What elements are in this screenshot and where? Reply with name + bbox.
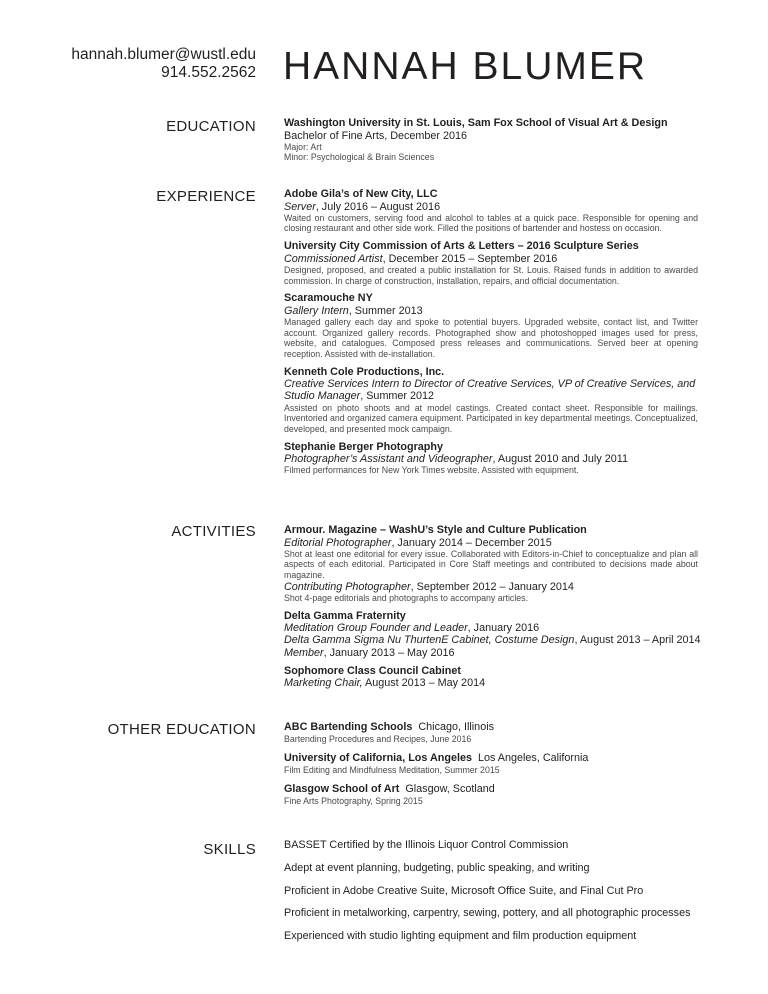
experience-org: Scaramouche NY <box>284 292 373 305</box>
activities-section <box>284 524 701 690</box>
role-title: Member <box>284 646 324 659</box>
experience-entry <box>284 366 698 435</box>
role-dates: , July 2016 – August 2016 <box>315 200 441 213</box>
contact-info <box>71 46 256 82</box>
activity-role <box>284 647 698 659</box>
email-address: hannah.blumer@wustl.edu <box>71 46 256 63</box>
experience-desc: Filmed performances for New York Times website. Assisted with equipment. <box>284 465 579 476</box>
experience-desc: Waited on customers, serving food and alcohol to tables at a quick pace. Responsible for opening and closing restaurant and other side work. Filled the positions of bartender and hostess on occasion. <box>284 212 698 234</box>
institution <box>284 752 698 765</box>
role-dates: , January 2016 <box>467 622 540 635</box>
institution-name: University of California, Los Angeles <box>284 752 472 765</box>
institution-name: ABC Bartending Schools <box>284 721 413 733</box>
activity-entry <box>284 609 701 659</box>
experience-role <box>284 378 698 402</box>
activity-role <box>284 677 698 689</box>
activity-role <box>284 622 698 634</box>
activity-role <box>284 581 698 593</box>
experience-org: Adobe Gila’s of New City, LLC <box>284 188 438 200</box>
institution-location: Glasgow, Scotland <box>399 783 495 796</box>
other-education-entry <box>284 783 698 806</box>
education-major: Major: Art <box>284 141 322 152</box>
education-school: Washington University in St. Louis, Sam Fox School of Visual Art & Design <box>284 117 668 129</box>
role-title: Contributing Photographer <box>284 580 411 593</box>
institution-location: Chicago, Illinois <box>412 721 494 733</box>
activity-role <box>284 634 701 647</box>
resume-name: HANNAH BLUMER <box>283 45 648 88</box>
activity-org: Delta Gamma Fraternity <box>284 609 406 622</box>
experience-org: Stephanie Berger Photography <box>284 440 443 453</box>
role-title: Marketing Chair, <box>284 677 363 690</box>
institution-desc: Film Editing and Mindfulness Meditation, Summer 2015 <box>284 764 500 775</box>
institution-desc: Bartending Procedures and Recipes, June 2016 <box>284 733 472 744</box>
experience-entry <box>284 240 698 286</box>
institution-location: Los Angeles, California <box>472 752 589 765</box>
education-degree: Bachelor of Fine Arts, December 2016 <box>284 129 468 142</box>
experience-entry <box>284 188 698 234</box>
experience-role <box>284 201 698 213</box>
role-title: Gallery Intern <box>284 304 349 317</box>
skill-item: Proficient in Adobe Creative Suite, Microsoft Office Suite, and Final Cut Pro <box>284 884 644 897</box>
skill-item: Adept at event planning, budgeting, public speaking, and writing <box>284 861 590 874</box>
activity-org: Sophomore Class Council Cabinet <box>284 664 461 677</box>
skill-item: BASSET Certified by the Illinois Liquor Control Commission <box>284 839 569 851</box>
experience-entry <box>284 441 698 476</box>
experience-org: University City Commission of Arts & Letters – 2016 Sculpture Series <box>284 240 639 253</box>
experience-org: Kenneth Cole Productions, Inc. <box>284 365 445 378</box>
role-title: Meditation Group Founder and Leader <box>284 622 468 635</box>
experience-entry <box>284 292 698 360</box>
skill-item: Proficient in metalworking, carpentry, sewing, pottery, and all photographic processes <box>284 907 691 920</box>
role-dates: , August 2010 and July 2011 <box>492 453 628 466</box>
experience-role <box>284 305 698 317</box>
other-education-heading: OTHER EDUCATION <box>107 721 256 738</box>
other-education-entry <box>284 721 698 744</box>
experience-role <box>284 253 698 265</box>
activity-entry <box>284 524 698 604</box>
role-title: Editorial Photographer <box>284 536 392 549</box>
role-title: Delta Gamma Sigma Nu ThurtenE Cabinet, Costume Design <box>284 634 575 647</box>
other-education-section <box>284 721 698 807</box>
institution-desc: Fine Arts Photography, Spring 2015 <box>284 795 423 806</box>
role-dates: , January 2013 – May 2016 <box>323 646 455 659</box>
activity-role <box>284 537 698 549</box>
activities-heading: ACTIVITIES <box>171 523 256 540</box>
experience-desc: Managed gallery each day and spoke to potential buyers. Upgraded website, contact list, and Twitter account. Organized gallery records. Photographed show and photoshopped images used for press, website, and catalogues. Composed press releases and communications. Served beer at opening reception. Assisted with de-installation. <box>284 316 698 360</box>
role-title: Commissioned Artist <box>284 252 383 265</box>
experience-desc: Designed, proposed, and created a public installation for St. Louis. Raised funds in addition to awarded commission. In charge of construction, installation, repairs, and official documentation. <box>284 264 698 286</box>
other-education-entry <box>284 752 698 775</box>
education-minor: Minor: Psychological & Brain Sciences <box>284 152 435 163</box>
role-dates: , August 2013 – April 2014 <box>574 634 701 647</box>
experience-section <box>284 188 698 476</box>
role-dates: August 2013 – May 2014 <box>362 677 486 690</box>
skills-section <box>284 839 698 953</box>
role-title: Creative Services Intern to Director of Creative Services, VP of Creative Services, and Studio Manager <box>284 378 696 403</box>
institution-name: Glasgow School of Art <box>284 783 400 796</box>
role-dates: , December 2015 – September 2016 <box>382 252 558 265</box>
skill-item: Experienced with studio lighting equipment and film production equipment <box>284 930 637 943</box>
role-dates: , January 2014 – December 2015 <box>391 536 552 549</box>
role-title: Photographer’s Assistant and Videographer <box>284 453 493 466</box>
role-dates: , Summer 2012 <box>360 390 435 403</box>
institution <box>284 783 698 796</box>
experience-role <box>284 453 698 465</box>
experience-desc: Assisted on photo shoots and at model castings. Created contact sheet. Responsible for mailings. Inventoried and organized camera equipment. Participated in key departmental meetings. Conceptualized, developed, and presented mock campaign. <box>284 402 698 435</box>
activity-entry <box>284 665 698 690</box>
activity-desc: Shot 4-page editorials and photographs to accompany articles. <box>284 593 529 604</box>
skills-heading: SKILLS <box>203 841 256 858</box>
phone-number: 914.552.2562 <box>161 64 256 81</box>
role-title: Server <box>284 200 316 213</box>
activity-desc: Shot at least one editorial for every issue. Collaborated with Editors-in-Chief to conceptualize and plan all aspects of each editorial. Participated in Core Staff meetings and contributed to decisions made about magazine. <box>284 548 698 581</box>
activity-org: Armour. Magazine – WashU’s Style and Culture Publication <box>284 524 587 536</box>
education-heading: EDUCATION <box>166 118 256 135</box>
experience-heading: EXPERIENCE <box>156 188 256 205</box>
institution <box>284 721 698 734</box>
education-section <box>284 117 698 163</box>
role-dates: , September 2012 – January 2014 <box>410 580 574 593</box>
role-dates: , Summer 2013 <box>348 304 423 317</box>
